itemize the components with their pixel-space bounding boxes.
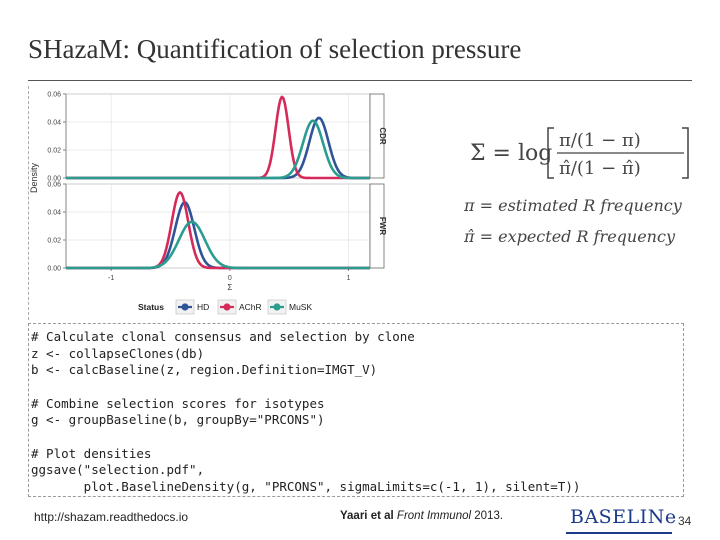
y-tick-label: 0.02 bbox=[47, 147, 61, 155]
code-line: plot.BaselineDensity(g, "PRCONS", sigmaLimits=c(-1, 1), silent=T)) bbox=[31, 479, 581, 494]
code-line: z <- collapseClones(db) bbox=[31, 346, 205, 361]
y-tick-label: 0.06 bbox=[47, 181, 61, 189]
y-tick-label: 0.00 bbox=[47, 175, 61, 183]
footer-url[interactable]: http://shazam.readthedocs.io bbox=[34, 510, 189, 524]
title-divider bbox=[28, 80, 692, 81]
code-line: # Combine selection scores for isotypes bbox=[31, 396, 325, 411]
x-tick-label: 1 bbox=[346, 275, 351, 282]
logo-text: BASELINe bbox=[570, 506, 677, 528]
definition-estimated: π = estimated R frequency bbox=[464, 196, 682, 215]
code-block bbox=[28, 323, 684, 497]
legend-key-marker bbox=[223, 303, 230, 310]
formula-denominator: π̂/(1 − π̂) bbox=[559, 158, 641, 179]
y-tick-label: 0.06 bbox=[47, 91, 61, 99]
density-plot bbox=[28, 86, 408, 320]
legend-label: HD bbox=[197, 302, 210, 312]
baseline-logo bbox=[566, 506, 677, 534]
code-line: ggsave("selection.pdf", bbox=[31, 462, 205, 477]
definition-expected: π̂ = expected R frequency bbox=[464, 227, 675, 246]
legend-label: MuSK bbox=[289, 302, 313, 312]
y-tick-label: 0.02 bbox=[47, 237, 61, 245]
slide-title: SHazaM: Quantification of selection pressure bbox=[28, 34, 522, 64]
y-tick-label: 0.04 bbox=[47, 209, 61, 217]
x-axis-label: Σ bbox=[227, 283, 233, 292]
formula-lhs: Σ = log bbox=[470, 141, 553, 166]
x-tick-label: -1 bbox=[108, 275, 115, 282]
panel-frame bbox=[66, 94, 370, 178]
legend-label: AChR bbox=[239, 302, 262, 312]
reference-authors: Yaari et al bbox=[340, 510, 394, 522]
formula-svg bbox=[462, 118, 692, 188]
page-number: 34 bbox=[678, 514, 692, 528]
reference-year: 2013. bbox=[474, 510, 504, 522]
y-tick-label: 0.00 bbox=[47, 265, 61, 273]
footer-reference bbox=[340, 510, 503, 522]
selection-formula bbox=[462, 118, 692, 192]
formula-numerator: π/(1 − π) bbox=[559, 130, 641, 151]
strip-label: CDR bbox=[378, 127, 387, 145]
y-axis-label: Density bbox=[29, 162, 39, 194]
legend-key-marker bbox=[273, 303, 280, 310]
legend-title: Status bbox=[138, 302, 164, 312]
code-line: b <- calcBaseline(z, region.Definition=IMGT_V) bbox=[31, 362, 378, 377]
x-tick-label: 0 bbox=[227, 275, 232, 282]
legend-key-marker bbox=[181, 303, 188, 310]
code-line: # Calculate clonal consensus and selection by clone bbox=[31, 329, 415, 344]
panel-frame bbox=[66, 184, 370, 268]
y-tick-label: 0.04 bbox=[47, 119, 61, 127]
reference-journal: Front Immunol bbox=[396, 510, 472, 522]
code-line: # Plot densities bbox=[31, 446, 152, 461]
strip-label: FWR bbox=[378, 216, 387, 236]
code-line: g <- groupBaseline(b, groupBy="PRCONS") bbox=[31, 412, 325, 427]
